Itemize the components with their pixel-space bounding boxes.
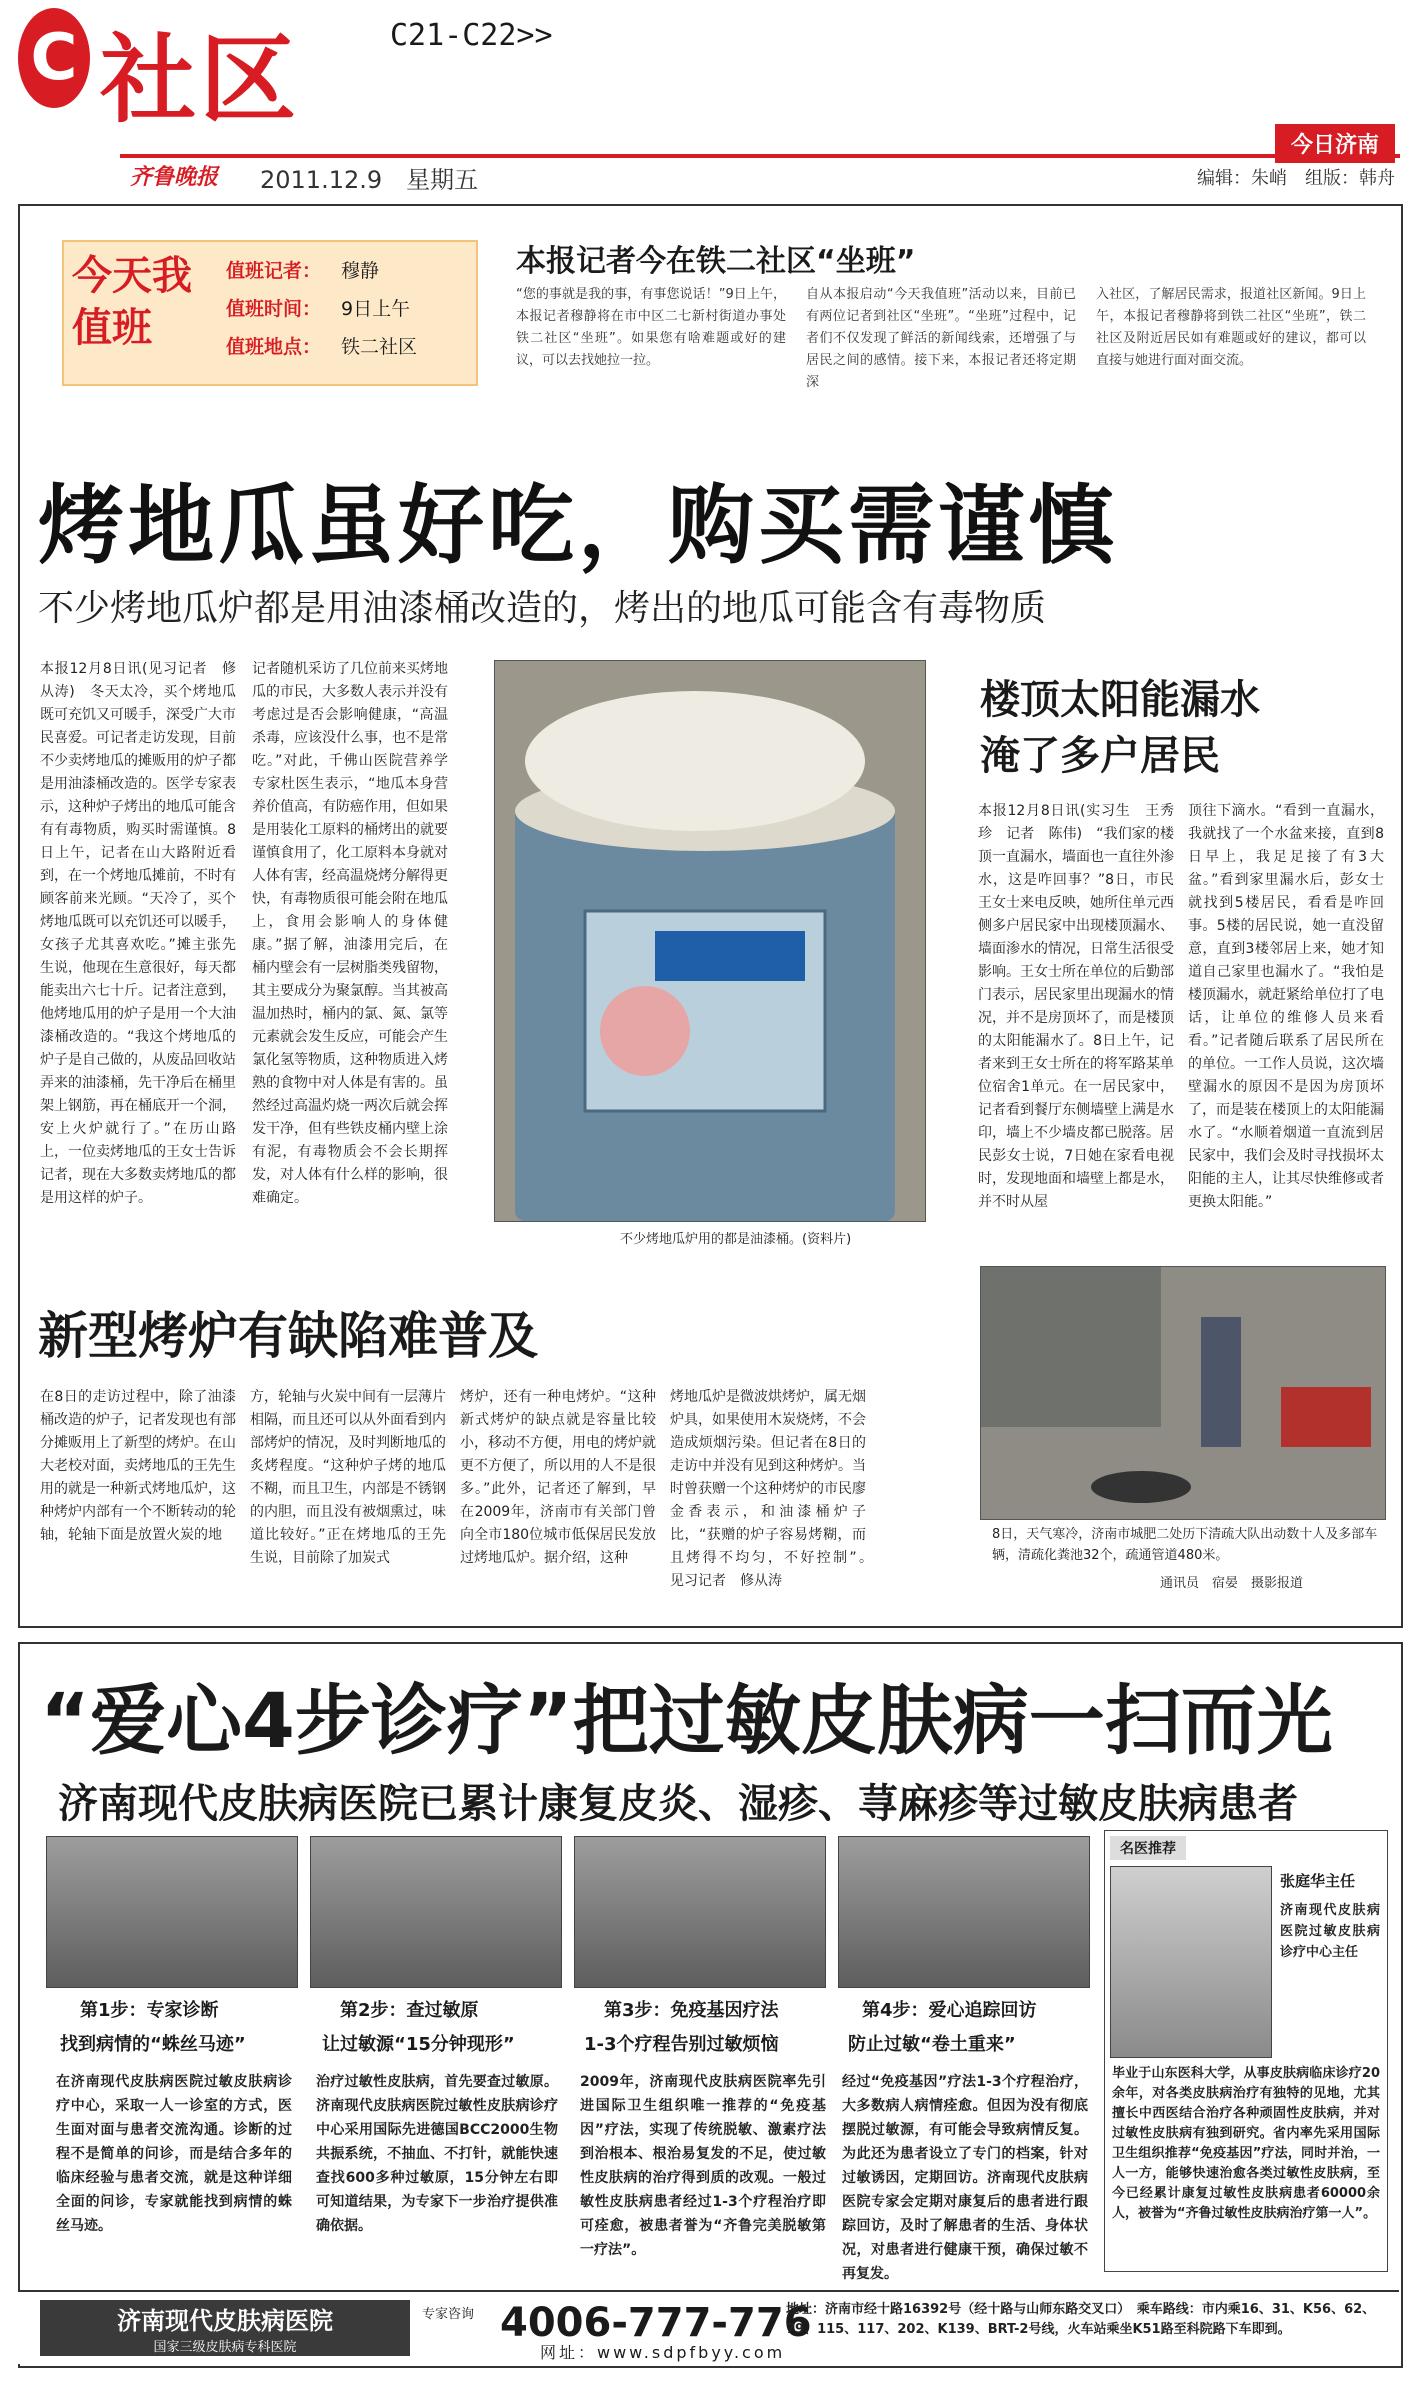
- step-1-subtitle: 找到病情的“蛛丝马迹”: [60, 2034, 246, 2055]
- duty-col-3: 入社区，了解居民需求，报道社区新闻。9日上午，本报记者穆静将到铁二社区“坐班”，铁二社区及附近居民如有难题或好的建议，都可以直接与她进行面对面交流。: [1096, 287, 1366, 368]
- doctor-name: 张庭华主任: [1280, 1872, 1356, 1890]
- sec-col-1: 在8日的走访过程中，除了油漆桶改造的炉子，记者发现也有部分摊贩用上了新型的烤炉。在山大老校对面，卖烤地瓜的王先生用的就是一种新式烤地瓜炉，这种烤炉内部有一个不断转动的轮轴，轮轴下面是放置火炭的地: [40, 1389, 236, 1543]
- hospital-logo: [40, 2300, 410, 2356]
- step-2-photo: [310, 1836, 562, 1988]
- hospital-address: 地址：济南市经十路16392号（经十路与山师东路交叉口） 乘车路线：市内乘16、31、K56、62、79、115、117、202、K139、BRT-2号线，火车站乘坐K51路至科院路下车即到。: [786, 2302, 1376, 2337]
- duty-reporter: 穆静: [341, 260, 380, 282]
- step-4-photo: [838, 1836, 1090, 1988]
- issue-date: 2011.12.9 星期五: [260, 166, 479, 194]
- doctor-portrait: [1110, 1866, 1272, 2058]
- side-col-2: 顶往下滴水。“看到一直漏水，我就找了一个水盆来接，直到8日早上，我足足接了有3大盆。”看到家里漏水后，彭女士就找到5楼居民，看看是咋回事。5楼的居民说，她一直没留意，直到3楼邻居上来，她才知道自己家里也漏水了。“我怕是楼顶漏水，就赶紧给单位打了电话，让单位的维修人员来看看。”记者随后联系了居民所在的单位。一工作人员说，这次墙壁漏水的原因不是因为房顶坏了，而是装在楼顶上的太阳能漏水了。“水顺着烟道一直流到居民家中，我们会及时寻找损坏太阳能的主人，让其尽快维修或者更换太阳能。”: [1188, 803, 1384, 1210]
- side-col-1: 本报12月8日讯(实习生 王秀珍 记者 陈伟) “我们家的楼顶一直漏水，墙面也一直往外渗水，这是咋回事？”8日，市民王女士来电反映，她所住单元西侧多户居民家中出现楼顶漏水、墙面渗水的情况，日常生活很受影响。王女士所在单位的后勤部门表示，居民家里出现漏水的情况，并不是房顶坏了，而是楼顶的太阳能漏水了。8日上午，记者来到王女士所在的将军路某单位宿舍1单元。在一居民家中，记者看到餐厅东侧墙壁上满是水印，墙上不少墙皮都已脱落。居民彭女士说，7日她在家看电视时，发现地面和墙壁上都是水，并不时从屋: [978, 803, 1174, 1210]
- section-title: 社区: [100, 24, 300, 136]
- duty-reporter-label: 值班记者：: [226, 260, 322, 282]
- header-rule: [120, 154, 1400, 158]
- roasting-drum-photo: [494, 660, 926, 1222]
- ad-subhead: 济南现代皮肤病医院已累计康复皮炎、湿疹、荨麻疹等过敏皮肤病患者: [58, 1781, 1298, 1827]
- duty-col-1: “您的事就是我的事，有事您说话！”9日上午，本报记者穆静将在市中区二七新村街道办事处铁二社区“坐班”。如果您有啥难题或好的建议，可以去找她拉一拉。: [516, 287, 786, 368]
- step-3-title: 第3步：免疫基因疗法: [604, 2000, 779, 2021]
- side-headline-2: 淹了多户居民: [980, 733, 1220, 779]
- side-headline-1: 楼顶太阳能漏水: [980, 677, 1260, 723]
- main-subhead: 不少烤地瓜炉都是用油漆桶改造的，烤出的地瓜可能含有毒物质: [38, 588, 1047, 629]
- edition-tag: 今日济南: [1275, 124, 1395, 163]
- step-2-body: 治疗过敏性皮肤病，首先要查过敏原。济南现代皮肤病医院过敏性皮肤病诊疗中心采用国际先进德国BCC2000生物共振系统，不抽血、不打针，就能快速查找600多种过敏原，15分钟左右即可知道结果，为专家下一步治疗提供准确依据。: [316, 2074, 558, 2234]
- main-headline: 烤地瓜虽好吃，购买需谨慎: [38, 476, 1118, 576]
- step-3-subtitle: 1-3个疗程告别过敏烦恼: [584, 2034, 779, 2055]
- hospital-subtitle: 国家三级皮肤病专科医院: [153, 2340, 297, 2355]
- step-4-body: 经过“免疫基因”疗法1-3个疗程治疗，大多数病人病情痊愈。但因为没有彻底摆脱过敏源，有可能会导致病情反复。为此还为患者设立了专门的档案，针对过敏诱因，定期回访。济南现代皮肤病医院专家会定期对康复后的患者进行跟踪回访，及时了解患者的生活、身体状况，对患者进行健康干预，确保过敏不再复发。: [842, 2074, 1088, 2282]
- ad-headline: “爱心4步诊疗”把过敏皮肤病一扫而光: [40, 1676, 1333, 1765]
- main-photo-caption: 不少烤地瓜炉用的都是油漆桶。(资料片): [620, 1232, 852, 1247]
- page-range-link[interactable]: C21-C22>>: [390, 18, 553, 53]
- duty-today-label: 今天我值班: [72, 253, 192, 351]
- main-col-1: 本报12月8日讯(见习记者 修从涛) 冬天太冷，买个烤地瓜既可充饥又可暖手，深受广大市民喜爱。可记者走访发现，目前不少卖烤地瓜的摊贩用的炉子都是用油漆桶改造的。医学专家表示，这种炉子烤出的地瓜可能含有有毒物质，购买时需谨慎。8日上午，记者在山大路附近看到，在一个烤地瓜摊前，不时有顾客前来光顾。“天冷了，买个烤地瓜既可以充饥还可以暖手，女孩子尤其喜欢吃。”摊主张先生说，他现在生意很好，每天都能卖出六七十斤。记者注意到，他烤地瓜用的炉子是用一个大油漆桶改造的。“我这个烤地瓜的炉子是自己做的，从废品回收站弄来的油漆桶，先干净后在桶里架上钢筋，再在桶底开一个洞，安上火炉就行了。”在历山路上，一位卖烤地瓜的王女士告诉记者，现在大多数卖烤地瓜的都是用这样的炉子。: [40, 661, 236, 1206]
- doctor-title: 济南现代皮肤病医院过敏皮肤病诊疗中心主任: [1280, 1903, 1380, 1960]
- step-1-body: 在济南现代皮肤病医院过敏皮肤病诊疗中心，采取一人一诊室的方式，医生面对面与患者交流沟通。诊断的过程不是简单的问诊，而是结合多年的临床经验与患者交流，就是这种详细全面的问诊，专家就能找到病情的蛛丝马迹。: [56, 2074, 292, 2234]
- step-2-title: 第2步：查过敏原: [340, 2000, 479, 2021]
- doctor-label: 名医推荐: [1110, 1836, 1186, 1860]
- step-3-photo: [574, 1836, 826, 1988]
- duty-details: [226, 252, 417, 366]
- step-2-subtitle: 让过敏源“15分钟现形”: [322, 2034, 515, 2055]
- phone-label: 专家咨询: [422, 2307, 475, 2322]
- hospital-website[interactable]: 网址：www.sdpfbyy.com: [540, 2343, 786, 2362]
- duty-col-2: 自从本报启动“今天我值班”活动以来，目前已有两位记者到社区“坐班”。“坐班”过程中，记者们不仅发现了鲜活的新闻线索，还增强了与居民之间的感情。接下来，本报记者还将定期深: [806, 287, 1076, 390]
- section-logo: C: [18, 8, 90, 108]
- main-col-2: 记者随机采访了几位前来买烤地瓜的市民，大多数人表示并没有考虑过是否会影响健康，“高温杀毒，应该没什么事，也不是常吃。”对此，千佛山医院营养学专家杜医生表示，“地瓜本身营养价值高，有防癌作用，但如果是用装化工原料的桶烤出的就要谨慎食用了，化工原料本身就对人体有害，经高温烧烤分解得更快，有毒物质很可能会附在地瓜上，食用会影响人的身体健康。”据了解，油漆用完后，在桶内壁会有一层树脂类残留物，其主要成分为聚氯醇。当其被高温加热时，桶内的氯、氮、氯等元素就会发生反应，可能会产生氯化氢等物质，这种物质进入烤熟的食物中对人体是有害的。虽然经过高温灼烧一两次后就会挥发干净，但有些铁皮桶内壁上涂有泥，有毒物质会不会长期挥发，对人体有什么样的影响，很难确定。: [252, 661, 448, 1206]
- step-1-title: 第1步：专家诊断: [80, 2000, 219, 2021]
- duty-time-label: 值班时间：: [226, 298, 322, 320]
- drum-illustration: [495, 661, 925, 1221]
- sewer-clearing-photo: [980, 1266, 1386, 1520]
- editors-credit: 编辑：朱峭 组版：韩舟: [1197, 168, 1395, 189]
- step-1-photo: [46, 1836, 298, 1988]
- side-photo-caption: 8日，天气寒冷，济南市城肥二处历下清疏大队出动数十人及多部车辆，清疏化粪池32个，疏通管道480米。: [992, 1527, 1378, 1563]
- duty-place: 铁二社区: [341, 336, 418, 358]
- step-3-body: 2009年，济南现代皮肤病医院率先引进国际卫生组织唯一推荐的“免疫基因”疗法，实现了传统脱敏、激素疗法到治根本、根治易复发的不足，使过敏性皮肤病的治疗得到质的改观。一般过敏性皮肤病患者经过1-3个疗程治疗即可痊愈，被患者誉为“齐鲁完美脱敏第一疗法”。: [580, 2074, 826, 2258]
- sec-col-2: 方，轮轴与火炭中间有一层薄片相隔，而且还可以从外面看到内部烤炉的情况，及时判断地瓜的炙烤程度。“这种炉子烤的地瓜不糊，而且卫生，内部是不锈钢的内胆，而且没有被烟熏过，味道比较好。”正在烤地瓜的王先生说，目前除了加炭式: [250, 1389, 446, 1566]
- section-heading: 新型烤炉有缺陷难普及: [38, 1307, 538, 1365]
- sewer-illustration: [981, 1267, 1385, 1519]
- hospital-name: 济南现代皮肤病医院: [117, 2307, 333, 2335]
- sec-col-3: 烤炉，还有一种电烤炉。“这种新式烤炉的缺点就是容量比较小，移动不方便，用电的烤炉就更不方便了，所以用的人不是很多。”此外，记者还了解到，早在2009年，济南市有关部门曾向全市180位城市低保居民发放过烤地瓜炉。据介绍，这种: [460, 1389, 656, 1566]
- doctor-bio: 毕业于山东医科大学，从事皮肤病临床诊疗20余年，对各类皮肤病治疗有独特的见地，尤其擅长中西医结合治疗各种顽固性皮肤病，并对过敏性皮肤病有独到研究。省内率先采用国际卫生组织推荐“免疫基因”疗法，同时并治，一人一方，能够快速治愈各类过敏性皮肤病，至今已经累计康复过敏性皮肤病患者60000余人，被誉为“齐鲁过敏性皮肤病治疗第一人”。: [1112, 2066, 1380, 2221]
- newspaper-name: 齐鲁晚报: [130, 165, 219, 190]
- duty-place-label: 值班地点：: [226, 336, 322, 358]
- duty-heading: 本报记者今在铁二社区“坐班”: [516, 244, 916, 279]
- step-4-title: 第4步：爱心追踪回访: [862, 2000, 1037, 2021]
- hotline-number[interactable]: 4006-777-776: [500, 2300, 812, 2346]
- sec-col-4: 烤地瓜炉是微波烘烤炉，属无烟炉具，如果使用木炭烧烤，不会造成烦烟污染。但记者在8日的走访中并没有见到这种烤炉。当时曾获赠一个这种烤炉的市民廖金香表示，和油漆桶炉子比，“获赠的炉子容易烤糊，而且烤得不均匀，不好控制”。 见习记者 修从涛: [670, 1389, 880, 1589]
- duty-time: 9日上午: [341, 298, 411, 320]
- side-photo-credit: 通讯员 宿晏 摄影报道: [1160, 1576, 1304, 1591]
- step-4-subtitle: 防止过敏“卷土重来”: [848, 2034, 1016, 2055]
